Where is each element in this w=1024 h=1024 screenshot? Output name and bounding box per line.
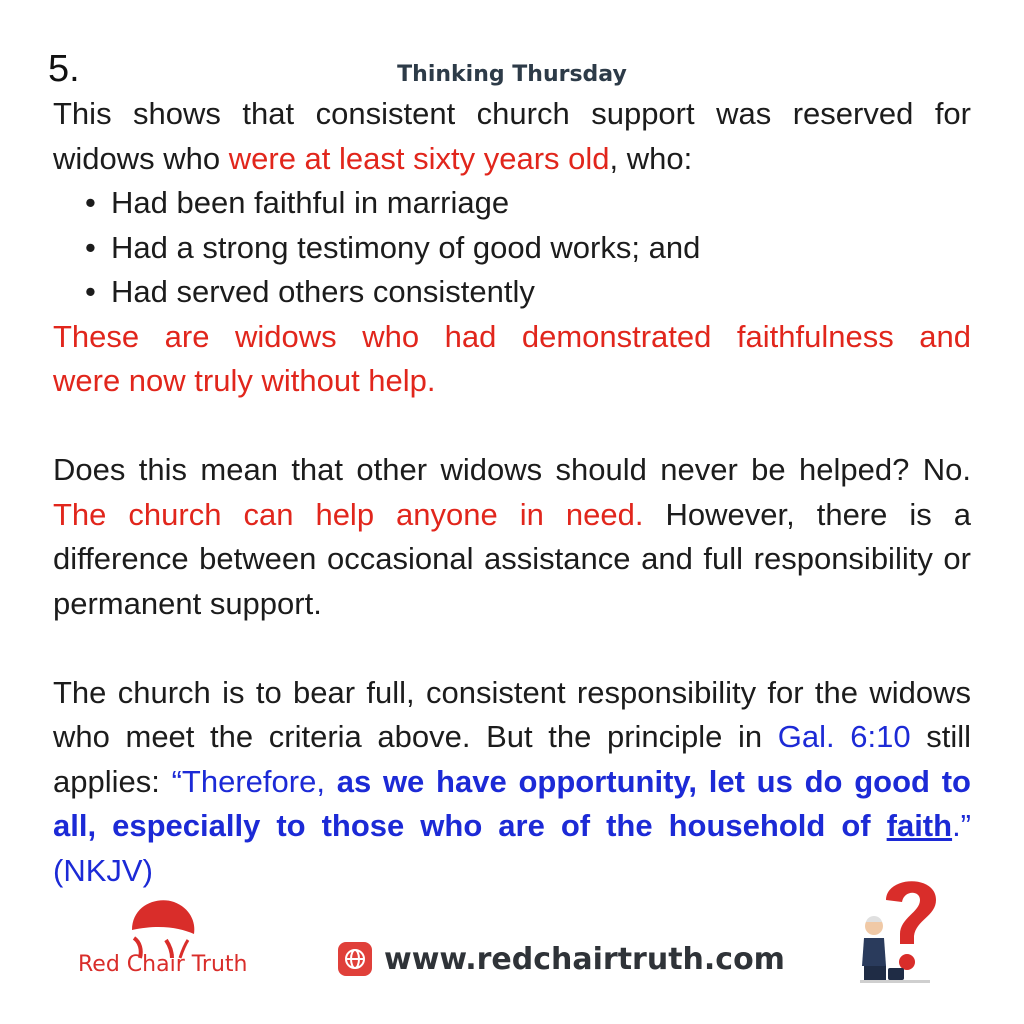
website-url[interactable]: www.redchairtruth.com [384, 941, 785, 977]
brand-name: Red Chair Truth [78, 952, 248, 977]
article-body [53, 92, 971, 893]
paragraph-text: However, there is a difference between occasional assistance and full responsibility or permanent support. [53, 496, 972, 621]
paragraph-text: This shows that consistent church support was reserved for widows who [53, 96, 971, 176]
paragraph-text: still applies: [53, 719, 971, 799]
highlight-church-help: The church can help anyone in need. [53, 496, 644, 532]
quote-emphasis-faith: faith [886, 808, 953, 843]
globe-icon [338, 942, 372, 976]
quote-emphasis: as we have opportunity, let us do good to all, especially to those who are of the household of [53, 763, 971, 843]
quote-open: “Therefore, [171, 763, 337, 799]
list-item: • Had served others consistently [111, 270, 971, 315]
paragraph-text: , who: [609, 140, 693, 176]
scripture-reference: Gal. 6:10 [777, 719, 911, 754]
highlight-age-requirement: were at least sixty years old [228, 140, 610, 176]
paragraph-galatians [53, 671, 971, 894]
paragraph-text: The church is to bear full, consistent responsibility for the widows who meet the criteria above. But the principle in [53, 674, 971, 754]
website-link[interactable] [338, 934, 785, 984]
thinking-man-question-icon [840, 870, 950, 990]
criteria-list [53, 181, 971, 315]
paragraph-other-widows [53, 448, 971, 626]
quote-close: .” (NKJV) [53, 808, 971, 888]
list-item: • Had a strong testimony of good works; and [111, 226, 971, 271]
paragraph-faithful-widows [53, 315, 971, 404]
list-item: • Had been faithful in marriage [111, 181, 971, 226]
page-number: 5. [48, 48, 80, 90]
paragraph-line: were now truly without help. [53, 363, 436, 398]
paragraph-support-criteria [53, 92, 971, 181]
paragraph-text: Does this mean that other widows should never be helped? No. [53, 452, 971, 487]
paragraph-line: These are widows who had demonstrated faithfulness and [53, 318, 971, 354]
header-title: Thinking Thursday [397, 62, 627, 87]
